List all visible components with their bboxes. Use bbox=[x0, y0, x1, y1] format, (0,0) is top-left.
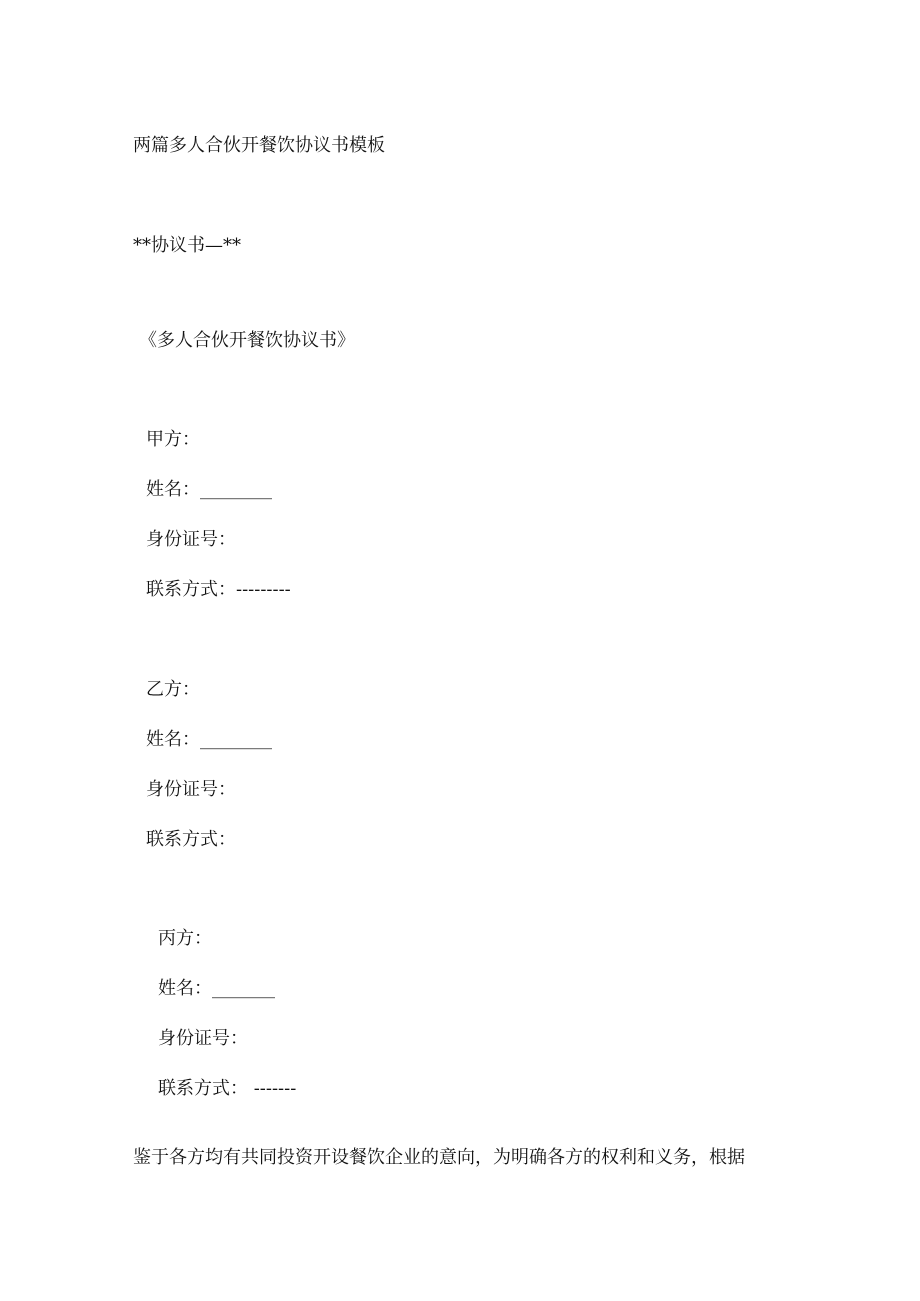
party-a-contact: 联系方式：--------- bbox=[146, 579, 291, 600]
party-a-id-number: 身份证号： bbox=[146, 529, 236, 550]
party-c-label: 丙方： bbox=[158, 928, 212, 949]
party-b-name: 姓名：________ bbox=[146, 729, 272, 750]
party-c-id-number: 身份证号： bbox=[158, 1028, 248, 1049]
agreement-title: 《多人合伙开餐饮协议书》 bbox=[139, 330, 355, 351]
section-heading: **协议书—** bbox=[133, 235, 241, 256]
party-c-name: 姓名：_______ bbox=[158, 978, 275, 999]
party-b-label: 乙方： bbox=[146, 679, 200, 700]
document-title: 两篇多人合伙开餐饮协议书模板 bbox=[133, 135, 385, 156]
party-c-contact: 联系方式： ------- bbox=[158, 1078, 297, 1099]
party-a-name: 姓名：________ bbox=[146, 479, 272, 500]
preamble-text: 鉴于各方均有共同投资开设餐饮企业的意向，为明确各方的权利和义务，根据 bbox=[133, 1147, 745, 1168]
party-b-id-number: 身份证号： bbox=[146, 779, 236, 800]
party-a-label: 甲方： bbox=[146, 429, 200, 450]
party-b-contact: 联系方式： bbox=[146, 829, 236, 850]
